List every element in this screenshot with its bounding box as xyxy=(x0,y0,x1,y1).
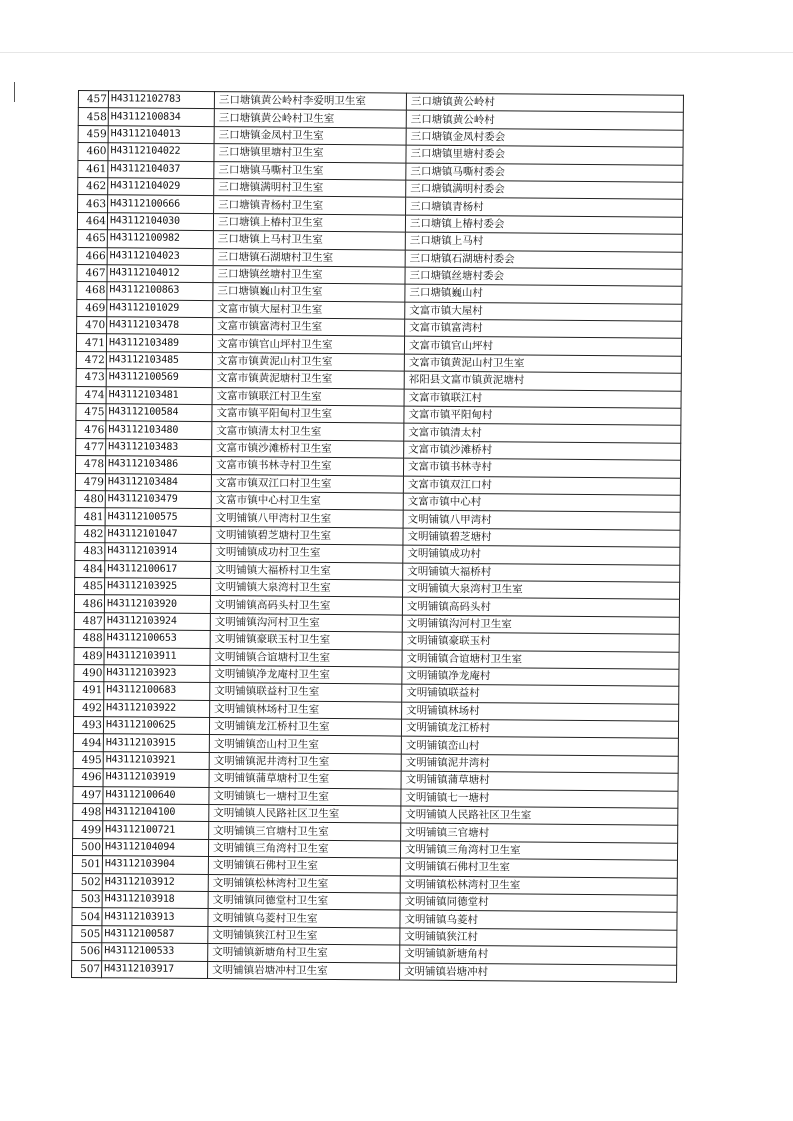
clinic-name-cell: 文富市镇大屋村卫生室 xyxy=(213,300,405,319)
clinic-name-cell: 三口塘镇青杨村卫生室 xyxy=(214,196,406,215)
organization-cell: 三口塘镇满明村委会 xyxy=(406,180,683,200)
code-cell: H43112100625 xyxy=(103,717,209,735)
clinic-name-cell: 文富市镇富湾村卫生室 xyxy=(213,318,405,337)
row-number-cell: 506 xyxy=(72,943,102,961)
clinic-table-wrapper xyxy=(71,90,684,983)
organization-cell: 文明铺镇人民路社区卫生室 xyxy=(401,806,678,826)
code-cell: H43112103489 xyxy=(106,334,212,352)
organization-cell: 文明铺镇狭江村 xyxy=(400,928,677,948)
code-cell: H43112104029 xyxy=(108,178,214,196)
clinic-name-cell: 文明铺镇峦山村卫生室 xyxy=(209,735,401,754)
code-cell: H43112100575 xyxy=(105,508,211,526)
code-cell: H43112103915 xyxy=(103,734,209,752)
organization-cell: 文明铺镇高码头村 xyxy=(402,597,679,617)
organization-cell: 文明铺镇三角湾村卫生室 xyxy=(400,841,677,861)
row-number-cell: 492 xyxy=(74,699,104,717)
clinic-name-cell: 文明铺镇豪联玉村卫生室 xyxy=(210,631,402,650)
row-number-cell: 462 xyxy=(78,177,108,195)
code-cell: H43112103486 xyxy=(105,456,211,474)
organization-cell: 文富市镇平阳甸村 xyxy=(404,406,681,426)
clinic-table xyxy=(71,90,684,983)
code-cell: H43112100569 xyxy=(106,369,212,387)
row-number-cell: 476 xyxy=(76,421,106,439)
clinic-name-cell: 文富市镇清太村卫生室 xyxy=(212,422,404,441)
organization-cell: 文明铺镇峦山村 xyxy=(401,737,678,757)
clinic-name-cell: 文明铺镇大福桥村卫生室 xyxy=(211,561,403,580)
clinic-name-cell: 文富市镇平阳甸村卫生室 xyxy=(212,405,404,424)
organization-cell: 文明铺镇同德堂村 xyxy=(400,893,677,913)
organization-cell: 文明铺镇林场村 xyxy=(402,702,679,722)
organization-cell: 文明铺镇豪联玉村 xyxy=(402,632,679,652)
row-number-cell: 490 xyxy=(74,664,104,682)
code-cell: H43112100834 xyxy=(108,108,214,126)
organization-cell: 文富市镇中心村 xyxy=(403,493,680,513)
organization-cell: 文富市镇清太村 xyxy=(404,423,681,443)
code-cell: H43112103484 xyxy=(105,473,211,491)
row-number-cell: 488 xyxy=(74,630,104,648)
clinic-name-cell: 三口塘镇丝塘村卫生室 xyxy=(213,265,405,284)
organization-cell: 三口塘镇丝塘村委会 xyxy=(405,267,682,287)
row-number-cell: 460 xyxy=(78,143,108,161)
row-number-cell: 505 xyxy=(72,925,102,943)
clinic-name-cell: 文明铺镇高码头村卫生室 xyxy=(210,596,402,615)
clinic-name-cell: 文富市镇黄泥塘村卫生室 xyxy=(212,370,404,389)
row-number-cell: 459 xyxy=(78,125,108,143)
clinic-name-cell: 文明铺镇联益村卫生室 xyxy=(210,683,402,702)
code-cell: H43112103912 xyxy=(102,873,208,891)
clinic-name-cell: 文明铺镇狭江村卫生室 xyxy=(208,926,400,945)
row-number-cell: 466 xyxy=(77,247,107,265)
table-row xyxy=(72,960,677,982)
code-cell: H43112101047 xyxy=(105,525,211,543)
clinic-name-cell: 三口塘镇黄公岭村李爱明卫生室 xyxy=(214,92,406,111)
code-cell: H43112104012 xyxy=(107,265,213,283)
organization-cell: 文明铺镇沟河村卫生室 xyxy=(402,615,679,635)
code-cell: H43112103923 xyxy=(104,665,210,683)
code-cell: H43112103914 xyxy=(105,543,211,561)
organization-cell: 文明铺镇三官塘村 xyxy=(401,823,678,843)
row-number-cell: 463 xyxy=(78,195,108,213)
row-number-cell: 461 xyxy=(78,160,108,178)
row-number-cell: 503 xyxy=(72,890,102,908)
clinic-name-cell: 文明铺镇三官塘村卫生室 xyxy=(209,822,401,841)
clinic-name-cell: 文明铺镇合谊塘村卫生室 xyxy=(210,648,402,667)
row-number-cell: 477 xyxy=(76,438,106,456)
row-number-cell: 486 xyxy=(74,595,104,613)
organization-cell: 三口塘镇金凤村委会 xyxy=(406,128,683,148)
clinic-name-cell: 三口塘镇巍山村卫生室 xyxy=(213,283,405,302)
code-cell: H43112104094 xyxy=(102,839,208,857)
code-cell: H43112104030 xyxy=(107,212,213,230)
clinic-name-cell: 文富市镇沙滩桥村卫生室 xyxy=(212,439,404,458)
clinic-name-cell: 文富市镇中心村卫生室 xyxy=(211,492,403,511)
row-number-cell: 491 xyxy=(74,682,104,700)
row-number-cell: 482 xyxy=(75,525,105,543)
clinic-name-cell: 文明铺镇人民路社区卫生室 xyxy=(209,805,401,824)
row-number-cell: 498 xyxy=(73,803,103,821)
organization-cell: 文明铺镇合谊塘村卫生室 xyxy=(402,650,679,670)
code-cell: H43112100863 xyxy=(107,282,213,300)
clinic-name-cell: 文明铺镇乌菱村卫生室 xyxy=(208,909,400,928)
organization-cell: 文富市镇大屋村 xyxy=(405,302,682,322)
organization-cell: 三口塘镇黄公岭村 xyxy=(406,110,683,130)
row-number-cell: 500 xyxy=(72,838,102,856)
clinic-name-cell: 文明铺镇石佛村卫生室 xyxy=(208,857,400,876)
code-cell: H43112103922 xyxy=(104,699,210,717)
organization-cell: 三口塘镇里塘村委会 xyxy=(406,145,683,165)
clinic-name-cell: 文明铺镇松林湾村卫生室 xyxy=(208,874,400,893)
code-cell: H43112103479 xyxy=(105,491,211,509)
row-number-cell: 473 xyxy=(76,369,106,387)
row-number-cell: 481 xyxy=(75,508,105,526)
code-cell: H43112100666 xyxy=(108,195,214,213)
code-cell: H43112100653 xyxy=(104,630,210,648)
clinic-name-cell: 三口塘镇里塘村卫生室 xyxy=(214,144,406,163)
row-number-cell: 467 xyxy=(77,264,107,282)
row-number-cell: 494 xyxy=(73,734,103,752)
organization-cell: 文明铺镇蒲草塘村 xyxy=(401,771,678,791)
margin-mark xyxy=(14,82,15,102)
clinic-name-cell: 文明铺镇蒲草塘村卫生室 xyxy=(209,770,401,789)
clinic-name-cell: 文明铺镇成功村卫生室 xyxy=(211,544,403,563)
code-cell: H43112103917 xyxy=(102,960,208,978)
row-number-cell: 497 xyxy=(73,786,103,804)
organization-cell: 三口塘镇上马村 xyxy=(405,232,682,252)
row-number-cell: 474 xyxy=(76,386,106,404)
code-cell: H43112103485 xyxy=(106,352,212,370)
code-cell: H43112100982 xyxy=(107,230,213,248)
clinic-name-cell: 文明铺镇林场村卫生室 xyxy=(210,700,402,719)
row-number-cell: 472 xyxy=(76,351,106,369)
clinic-name-cell: 文明铺镇岩塘冲村卫生室 xyxy=(208,961,400,980)
row-number-cell: 496 xyxy=(73,769,103,787)
organization-cell: 文明铺镇松林湾村卫生室 xyxy=(400,876,677,896)
organization-cell: 文富市镇书林寺村 xyxy=(403,458,680,478)
row-number-cell: 495 xyxy=(73,751,103,769)
clinic-name-cell: 文明铺镇沟河村卫生室 xyxy=(210,613,402,632)
organization-cell: 文明铺镇泥井湾村 xyxy=(401,754,678,774)
row-number-cell: 504 xyxy=(72,908,102,926)
code-cell: H43112100721 xyxy=(103,821,209,839)
organization-cell: 文明铺镇大福桥村 xyxy=(403,563,680,583)
code-cell: H43112103480 xyxy=(106,421,212,439)
code-cell: H43112104022 xyxy=(108,143,214,161)
row-number-cell: 499 xyxy=(73,821,103,839)
organization-cell: 文明铺镇七一塘村 xyxy=(401,789,678,809)
row-number-cell: 465 xyxy=(77,230,107,248)
organization-cell: 三口塘镇石湖塘村委会 xyxy=(405,250,682,270)
row-number-cell: 464 xyxy=(77,212,107,230)
row-number-cell: 493 xyxy=(73,717,103,735)
row-number-cell: 507 xyxy=(72,960,102,978)
row-number-cell: 502 xyxy=(72,873,102,891)
clinic-name-cell: 三口塘镇上马村卫生室 xyxy=(213,231,405,250)
row-number-cell: 475 xyxy=(76,404,106,422)
clinic-name-cell: 文明铺镇龙江桥村卫生室 xyxy=(209,718,401,737)
row-number-cell: 478 xyxy=(75,456,105,474)
code-cell: H43112104037 xyxy=(108,160,214,178)
row-number-cell: 479 xyxy=(75,473,105,491)
code-cell: H43112100683 xyxy=(104,682,210,700)
clinic-name-cell: 文富市镇书林寺村卫生室 xyxy=(211,457,403,476)
organization-cell: 文富市镇沙滩桥村 xyxy=(404,441,681,461)
code-cell: H43112100533 xyxy=(102,943,208,961)
clinic-name-cell: 文明铺镇三角湾村卫生室 xyxy=(208,839,400,858)
organization-cell: 祁阳县文富市镇黄泥塘村 xyxy=(404,371,681,391)
organization-cell: 文明铺镇乌菱村 xyxy=(400,910,677,930)
row-number-cell: 480 xyxy=(75,490,105,508)
code-cell: H43112103919 xyxy=(103,769,209,787)
organization-cell: 文富市镇双江口村 xyxy=(403,476,680,496)
clinic-name-cell: 文明铺镇泥井湾村卫生室 xyxy=(209,752,401,771)
organization-cell: 三口塘镇青杨村 xyxy=(406,197,683,217)
row-number-cell: 501 xyxy=(72,856,102,874)
code-cell: H43112103483 xyxy=(106,439,212,457)
clinic-name-cell: 文明铺镇大泉湾村卫生室 xyxy=(211,578,403,597)
clinic-name-cell: 三口塘镇黄公岭村卫生室 xyxy=(214,109,406,128)
code-cell: H43112103911 xyxy=(104,647,210,665)
organization-cell: 三口塘镇巍山村 xyxy=(405,284,682,304)
code-cell: H43112102783 xyxy=(108,91,214,109)
clinic-name-cell: 文明铺镇同德堂村卫生室 xyxy=(208,892,400,911)
organization-cell: 三口塘镇黄公岭村 xyxy=(406,93,683,113)
row-number-cell: 457 xyxy=(78,91,108,109)
clinic-name-cell: 三口塘镇上椿村卫生室 xyxy=(213,213,405,232)
organization-cell: 文明铺镇碧芝塘村 xyxy=(403,528,680,548)
clinic-name-cell: 三口塘镇满明村卫生室 xyxy=(214,179,406,198)
code-cell: H43112103481 xyxy=(106,386,212,404)
row-number-cell: 471 xyxy=(76,334,106,352)
organization-cell: 三口塘镇上椿村委会 xyxy=(405,215,682,235)
code-cell: H43112104023 xyxy=(107,247,213,265)
code-cell: H43112101029 xyxy=(107,299,213,317)
row-number-cell: 489 xyxy=(74,647,104,665)
clinic-name-cell: 文明铺镇碧芝塘村卫生室 xyxy=(211,526,403,545)
organization-cell: 文富市镇黄泥山村卫生室 xyxy=(404,354,681,374)
clinic-name-cell: 三口塘镇马嘶村卫生室 xyxy=(214,161,406,180)
code-cell: H43112103924 xyxy=(104,612,210,630)
organization-cell: 文明铺镇大泉湾村卫生室 xyxy=(403,580,680,600)
clinic-name-cell: 文富市镇黄泥山村卫生室 xyxy=(212,352,404,371)
clinic-name-cell: 文明铺镇七一塘村卫生室 xyxy=(209,787,401,806)
code-cell: H43112104100 xyxy=(103,804,209,822)
code-cell: H43112103920 xyxy=(104,595,210,613)
code-cell: H43112100587 xyxy=(102,925,208,943)
organization-cell: 文明铺镇八甲湾村 xyxy=(403,510,680,530)
code-cell: H43112103478 xyxy=(107,317,213,335)
organization-cell: 文明铺镇净龙庵村 xyxy=(402,667,679,687)
code-cell: H43112104013 xyxy=(108,126,214,144)
organization-cell: 文明铺镇联益村 xyxy=(402,684,679,704)
clinic-name-cell: 文明铺镇新塘角村卫生室 xyxy=(208,944,400,963)
row-number-cell: 458 xyxy=(78,108,108,126)
row-number-cell: 485 xyxy=(75,577,105,595)
row-number-cell: 470 xyxy=(77,317,107,335)
code-cell: H43112103913 xyxy=(102,908,208,926)
code-cell: H43112100640 xyxy=(103,786,209,804)
organization-cell: 文明铺镇岩塘冲村 xyxy=(400,963,677,983)
clinic-name-cell: 三口塘镇石湖塘村卫生室 xyxy=(213,248,405,267)
code-cell: H43112103904 xyxy=(102,856,208,874)
organization-cell: 文明铺镇石佛村卫生室 xyxy=(400,858,677,878)
organization-cell: 文明铺镇成功村 xyxy=(403,545,680,565)
row-number-cell: 484 xyxy=(75,560,105,578)
organization-cell: 文富市镇官山坪村 xyxy=(404,337,681,357)
row-number-cell: 469 xyxy=(77,299,107,317)
organization-cell: 文富市镇富湾村 xyxy=(405,319,682,339)
row-number-cell: 468 xyxy=(77,282,107,300)
clinic-name-cell: 文明铺镇净龙庵村卫生室 xyxy=(210,665,402,684)
organization-cell: 三口塘镇马嘶村委会 xyxy=(406,163,683,183)
code-cell: H43112103921 xyxy=(103,752,209,770)
code-cell: H43112103918 xyxy=(102,891,208,909)
code-cell: H43112100584 xyxy=(106,404,212,422)
organization-cell: 文富市镇联江村 xyxy=(404,389,681,409)
clinic-name-cell: 文明铺镇八甲湾村卫生室 xyxy=(211,509,403,528)
organization-cell: 文明铺镇龙江桥村 xyxy=(401,719,678,739)
organization-cell: 文明铺镇新塘角村 xyxy=(400,945,677,965)
clinic-name-cell: 三口塘镇金凤村卫生室 xyxy=(214,126,406,145)
code-cell: H43112100617 xyxy=(105,560,211,578)
row-number-cell: 483 xyxy=(75,543,105,561)
clinic-name-cell: 文富市镇官山坪村卫生室 xyxy=(212,335,404,354)
clinic-table-body xyxy=(72,91,684,983)
code-cell: H43112103925 xyxy=(105,578,211,596)
clinic-name-cell: 文富市镇双江口村卫生室 xyxy=(211,474,403,493)
clinic-name-cell: 文富市镇联江村卫生室 xyxy=(212,387,404,406)
row-number-cell: 487 xyxy=(74,612,104,630)
page-edge-line xyxy=(0,52,793,53)
